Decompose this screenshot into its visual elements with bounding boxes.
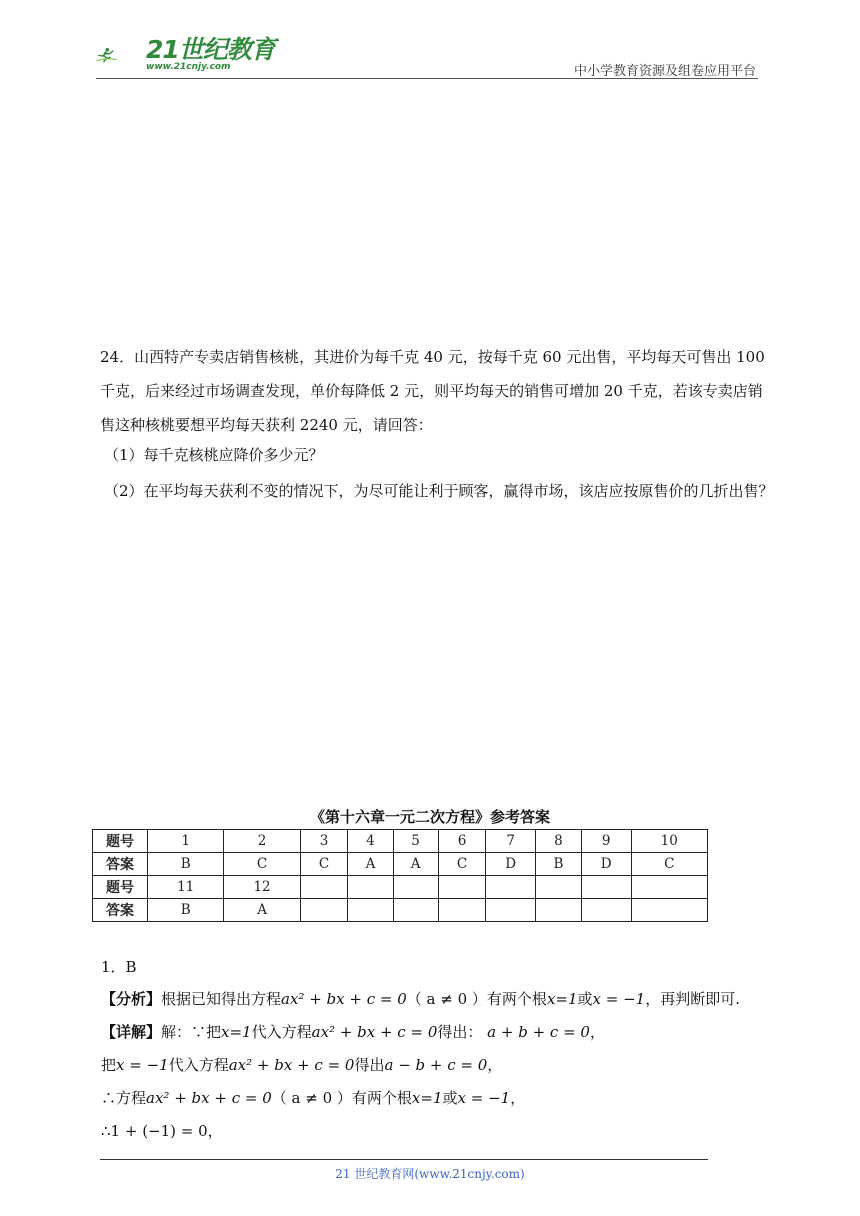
answer-cell: 3: [300, 830, 348, 853]
answer-cell: [535, 876, 581, 899]
answer-cell: [438, 876, 486, 899]
answer-cell: 11: [148, 876, 224, 899]
analysis-tag: 【分析】: [101, 990, 162, 1008]
answer-cell: [581, 899, 631, 922]
answer-table-row: [93, 876, 708, 899]
substitution: x=1: [221, 1023, 252, 1041]
answer-cell: [348, 876, 393, 899]
solution-1-step-3: [101, 1087, 525, 1108]
answer-row-label: 题号: [93, 830, 148, 853]
answer-cell: 7: [486, 830, 536, 853]
header-platform-text: 中小学教育资源及组卷应用平台: [573, 64, 756, 79]
answer-cell: 2: [224, 830, 300, 853]
answer-cell: C: [438, 853, 486, 876]
detail-text: 得出：: [437, 1023, 483, 1041]
footer-link[interactable]: 21 世纪教育网(www.21cnjy.com): [335, 1167, 525, 1181]
answer-cell: [300, 876, 348, 899]
equation: ax² + bx + c = 0: [228, 1056, 355, 1074]
answer-table: [92, 829, 708, 922]
answer-key-title: 《第十六章一元二次方程》参考答案: [309, 808, 550, 826]
analysis-text: ，再判断即可.: [645, 990, 740, 1008]
step-text: 得出: [354, 1056, 385, 1074]
step-text: 有两个根: [351, 1089, 412, 1107]
step-text: ∴方程: [101, 1089, 147, 1107]
equation: ax² + bx + c = 0: [146, 1089, 272, 1107]
answer-cell: A: [393, 853, 438, 876]
answer-cell: A: [224, 899, 300, 922]
footer-divider: [100, 1159, 708, 1160]
answer-cell: 4: [348, 830, 393, 853]
answer-cell: D: [581, 853, 631, 876]
or-text: 或: [577, 990, 593, 1008]
answer-cell: A: [348, 853, 393, 876]
solution-1-step-4: ∴1 + (−1) = 0，: [101, 1122, 223, 1140]
answer-table-row: [93, 853, 708, 876]
punctuation: ，: [510, 1089, 526, 1107]
question-24-part-1: （1）每千克核桃应降价多少元？: [104, 446, 324, 464]
analysis-text: 根据已知得出方程: [161, 990, 282, 1008]
answer-cell: [581, 876, 631, 899]
answer-cell: [486, 876, 536, 899]
answer-cell: [348, 899, 393, 922]
analysis-text: 有两个根: [486, 990, 547, 1008]
answer-cell: [631, 876, 707, 899]
answer-cell: 9: [581, 830, 631, 853]
answer-cell: 10: [631, 830, 707, 853]
answer-cell: [300, 899, 348, 922]
root-1: x=1: [411, 1089, 443, 1107]
answer-cell: D: [486, 853, 536, 876]
logo-text: 21世纪教育: [146, 35, 275, 64]
answer-row-label: 题号: [93, 876, 148, 899]
logo-url: www.21cnjy.com: [146, 62, 231, 72]
answer-table-row: [93, 830, 708, 853]
answer-cell: 6: [438, 830, 486, 853]
answer-row-label: 答案: [93, 899, 148, 922]
condition: （ a ≠ 0 ）: [271, 1089, 352, 1107]
answer-cell: B: [148, 899, 224, 922]
answer-cell: [393, 876, 438, 899]
detail-tag: 【详解】: [101, 1023, 162, 1041]
answer-cell: B: [535, 853, 581, 876]
answer-cell: [631, 899, 707, 922]
answer-cell: C: [300, 853, 348, 876]
answer-cell: 1: [148, 830, 224, 853]
answer-cell: [486, 899, 536, 922]
substitution: x = −1: [116, 1056, 169, 1074]
condition: （ a ≠ 0 ）: [406, 990, 487, 1008]
detail-text: 代入方程: [251, 1023, 312, 1041]
result: a − b + c = 0: [384, 1056, 488, 1074]
answer-table-row: [93, 899, 708, 922]
step-text: 把: [101, 1056, 117, 1074]
punctuation: ，: [589, 1023, 605, 1041]
root-2: x = −1: [592, 990, 646, 1008]
solution-1-detail: [101, 1021, 605, 1042]
answer-cell: C: [631, 853, 707, 876]
answer-cell: [535, 899, 581, 922]
detail-text: 解：∵把: [161, 1023, 222, 1041]
answer-cell: 8: [535, 830, 581, 853]
or-text: 或: [442, 1089, 458, 1107]
solution-1-step-2: [101, 1054, 502, 1075]
answer-cell: [438, 899, 486, 922]
header-divider: [96, 78, 758, 79]
answer-row-label: 答案: [93, 853, 148, 876]
step-text: 代入方程: [168, 1056, 229, 1074]
answer-cell: C: [224, 853, 300, 876]
equation: ax² + bx + c = 0: [281, 990, 407, 1008]
question-24-part-2: （2）在平均每天获利不变的情况下，为尽可能让利于顾客，赢得市场，该店应按原售价的几折出售？: [104, 482, 774, 500]
equation: ax² + bx + c = 0: [311, 1023, 438, 1041]
solution-1-analysis: [101, 988, 740, 1009]
solution-1-answer: 1．B: [101, 958, 137, 976]
answer-cell: 12: [224, 876, 300, 899]
answer-cell: [393, 899, 438, 922]
answer-cell: 5: [393, 830, 438, 853]
root-1: x=1: [546, 990, 578, 1008]
punctuation: ，: [487, 1056, 503, 1074]
question-24-stem: 24．山西特产专卖店销售核桃，其进价为每千克 40 元，按每千克 60 元出售，平均每天可售出 100 千克，后来经过市场调查发现，单价每降低 2 元，则平均每天的销售可增加 20 千克，若该专卖店销售这种核桃要想平均每天获利 2240 元，请回答：: [100, 348, 765, 434]
root-2: x = −1: [457, 1089, 511, 1107]
result: a + b + c = 0: [487, 1023, 590, 1041]
answer-cell: B: [148, 853, 224, 876]
